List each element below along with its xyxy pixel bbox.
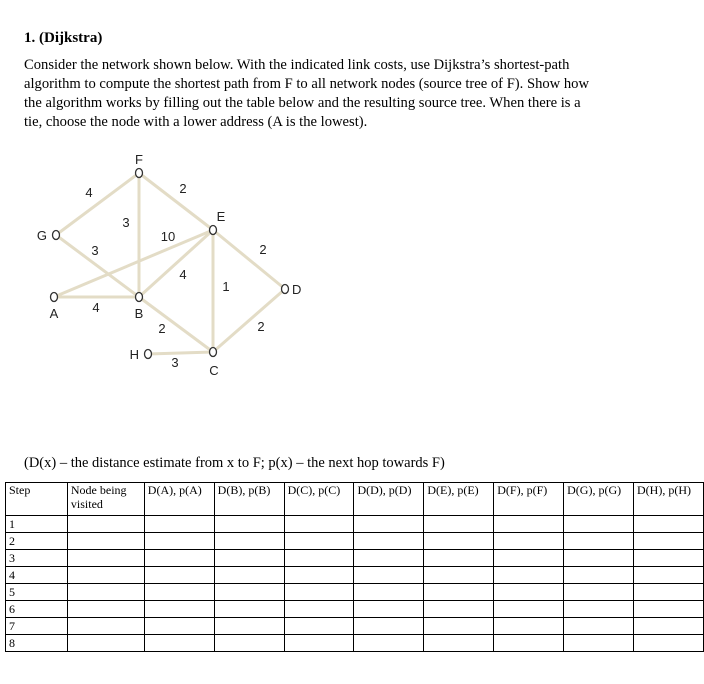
table-cell bbox=[634, 516, 704, 533]
table-cell bbox=[634, 533, 704, 550]
table-cell bbox=[354, 618, 424, 635]
link-a-e bbox=[54, 230, 213, 297]
table-cell bbox=[354, 635, 424, 652]
question-text-line: algorithm to compute the shortest path from F to all network nodes (source tree of F). Show how bbox=[24, 76, 589, 92]
cost-label-d-c: 2 bbox=[257, 319, 265, 334]
cost-label-f-g: 4 bbox=[85, 185, 93, 200]
question-text-line: Consider the network shown below. With the indicated link costs, use Dijkstra’s shortest-path bbox=[24, 57, 570, 73]
step-number: 3 bbox=[6, 550, 68, 567]
cost-label-a-b: 4 bbox=[92, 300, 100, 315]
table-row bbox=[6, 516, 704, 533]
table-cell bbox=[494, 516, 564, 533]
table-header-row bbox=[6, 483, 704, 516]
node-label-f: F bbox=[135, 152, 143, 167]
header-dh: D(H), p(H) bbox=[634, 483, 704, 516]
step-number: 5 bbox=[6, 584, 68, 601]
table-cell bbox=[564, 601, 634, 618]
node-d-circle bbox=[282, 285, 289, 294]
table-cell bbox=[214, 567, 284, 584]
table-cell bbox=[284, 584, 354, 601]
table-cell bbox=[634, 618, 704, 635]
table-cell bbox=[424, 516, 494, 533]
table-cell bbox=[144, 601, 214, 618]
table-cell bbox=[634, 567, 704, 584]
link-d-c bbox=[213, 289, 285, 352]
table-cell bbox=[214, 516, 284, 533]
table-cell bbox=[214, 635, 284, 652]
header-dc: D(C), p(C) bbox=[284, 483, 354, 516]
table-cell bbox=[424, 584, 494, 601]
node-g-circle bbox=[53, 231, 60, 240]
table-cell bbox=[214, 584, 284, 601]
table-caption: (D(x) – the distance estimate from x to F; p(x) – the next hop towards F) bbox=[24, 455, 445, 471]
table-cell bbox=[354, 584, 424, 601]
step-number: 2 bbox=[6, 533, 68, 550]
network-graph bbox=[0, 140, 704, 440]
table-cell bbox=[144, 618, 214, 635]
table-cell bbox=[284, 618, 354, 635]
table-cell bbox=[144, 567, 214, 584]
table-cell bbox=[424, 601, 494, 618]
cost-label-e-d: 2 bbox=[259, 242, 267, 257]
table-cell bbox=[214, 533, 284, 550]
table-cell bbox=[67, 635, 144, 652]
table-row bbox=[6, 601, 704, 618]
header-da: D(A), p(A) bbox=[144, 483, 214, 516]
table-cell bbox=[144, 533, 214, 550]
cost-label-f-b: 3 bbox=[122, 215, 130, 230]
table-cell bbox=[494, 618, 564, 635]
node-e-circle bbox=[210, 226, 217, 235]
table-cell bbox=[144, 516, 214, 533]
node-label-e: E bbox=[216, 209, 226, 224]
table-cell bbox=[214, 550, 284, 567]
node-h-circle bbox=[145, 350, 152, 359]
table-cell bbox=[354, 550, 424, 567]
cost-label-a-e: 10 bbox=[160, 229, 176, 244]
table-cell bbox=[424, 550, 494, 567]
table-cell bbox=[564, 550, 634, 567]
table-cell bbox=[494, 601, 564, 618]
table-cell bbox=[424, 533, 494, 550]
table-cell bbox=[564, 584, 634, 601]
node-label-c: C bbox=[209, 363, 219, 378]
table-cell bbox=[284, 635, 354, 652]
node-label-g: G bbox=[36, 228, 47, 243]
table-cell bbox=[424, 635, 494, 652]
table-cell bbox=[214, 618, 284, 635]
table-cell bbox=[67, 516, 144, 533]
table-cell bbox=[284, 601, 354, 618]
table-cell bbox=[67, 618, 144, 635]
table-cell bbox=[564, 567, 634, 584]
table-cell bbox=[67, 567, 144, 584]
table-cell bbox=[564, 618, 634, 635]
table-cell bbox=[424, 567, 494, 584]
table-cell bbox=[564, 533, 634, 550]
table-cell bbox=[144, 550, 214, 567]
table-cell bbox=[564, 635, 634, 652]
table-row bbox=[6, 567, 704, 584]
step-number: 1 bbox=[6, 516, 68, 533]
step-number: 7 bbox=[6, 618, 68, 635]
header-node-visited: Node being visited bbox=[67, 483, 144, 516]
table-cell bbox=[634, 635, 704, 652]
cost-label-b-c: 2 bbox=[158, 321, 166, 336]
step-number: 8 bbox=[6, 635, 68, 652]
table-cell bbox=[67, 533, 144, 550]
header-step: Step bbox=[6, 483, 68, 516]
node-c-circle bbox=[210, 348, 217, 357]
table-cell bbox=[494, 533, 564, 550]
header-de: D(E), p(E) bbox=[424, 483, 494, 516]
node-b-circle bbox=[136, 293, 143, 302]
header-df: D(F), p(F) bbox=[494, 483, 564, 516]
table-cell bbox=[144, 584, 214, 601]
table-row bbox=[6, 635, 704, 652]
table-cell bbox=[284, 550, 354, 567]
question-text bbox=[24, 56, 604, 132]
link-e-b bbox=[139, 230, 213, 297]
header-dd: D(D), p(D) bbox=[354, 483, 424, 516]
cost-label-f-e: 2 bbox=[179, 181, 187, 196]
header-db: D(B), p(B) bbox=[214, 483, 284, 516]
cost-label-e-c: 1 bbox=[222, 279, 230, 294]
table-cell bbox=[634, 550, 704, 567]
question-text-line: the algorithm works by filling out the table below and the resulting source tree. When there is a bbox=[24, 95, 581, 111]
header-dg: D(G), p(G) bbox=[564, 483, 634, 516]
node-label-h: H bbox=[129, 347, 139, 362]
dijkstra-table bbox=[5, 482, 704, 652]
table-row bbox=[6, 533, 704, 550]
cost-label-h-c: 3 bbox=[171, 355, 179, 370]
table-cell bbox=[564, 516, 634, 533]
table-cell bbox=[354, 516, 424, 533]
table-cell bbox=[67, 601, 144, 618]
table-cell bbox=[494, 550, 564, 567]
question-text-line: tie, choose the node with a lower address (A is the lowest). bbox=[24, 114, 368, 130]
table-cell bbox=[284, 533, 354, 550]
link-f-e bbox=[139, 173, 213, 230]
link-b-c bbox=[139, 297, 213, 352]
table-cell bbox=[354, 567, 424, 584]
table-cell bbox=[284, 516, 354, 533]
node-label-b: B bbox=[134, 306, 144, 321]
table-row bbox=[6, 584, 704, 601]
table-cell bbox=[494, 635, 564, 652]
table-cell bbox=[634, 584, 704, 601]
table-row bbox=[6, 550, 704, 567]
table-cell bbox=[494, 584, 564, 601]
table-cell bbox=[214, 601, 284, 618]
step-number: 4 bbox=[6, 567, 68, 584]
step-number: 6 bbox=[6, 601, 68, 618]
table-row bbox=[6, 618, 704, 635]
node-label-a: A bbox=[49, 306, 59, 321]
node-label-d: D bbox=[292, 282, 302, 297]
link-h-c bbox=[148, 352, 213, 354]
question-heading: 1. (Dijkstra) bbox=[24, 30, 103, 46]
table-cell bbox=[634, 601, 704, 618]
cost-label-e-b: 4 bbox=[179, 267, 187, 282]
table-cell bbox=[424, 618, 494, 635]
node-a-circle bbox=[51, 293, 58, 302]
table-cell bbox=[67, 584, 144, 601]
table-cell bbox=[354, 601, 424, 618]
node-f-circle bbox=[136, 169, 143, 178]
table-cell bbox=[494, 567, 564, 584]
table-cell bbox=[284, 567, 354, 584]
table-cell bbox=[144, 635, 214, 652]
table-cell bbox=[67, 550, 144, 567]
cost-label-g-b: 3 bbox=[91, 243, 99, 258]
table-cell bbox=[354, 533, 424, 550]
